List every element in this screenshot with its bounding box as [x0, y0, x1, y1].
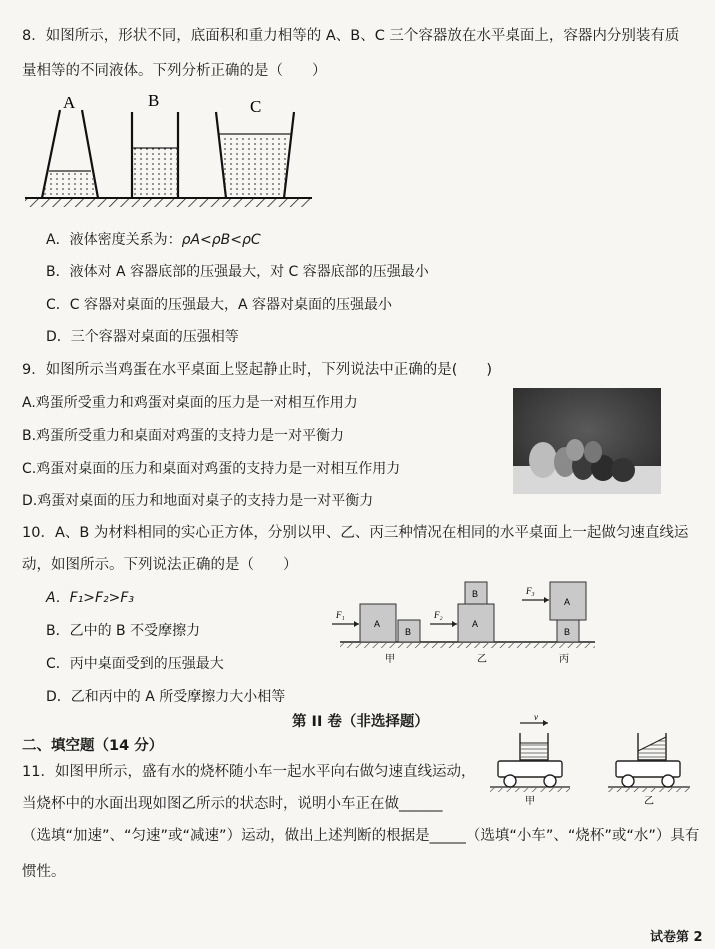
q9-option-c: C.鸡蛋对桌面的压力和桌面对鸡蛋的支持力是一对相互作用力 [22, 461, 401, 477]
fig-label-bing: 丙 [559, 654, 569, 665]
q9-option-a: A.鸡蛋所受重力和鸡蛋对桌面的压力是一对相互作用力 [22, 395, 358, 411]
q9-line1: 9．如图所示当鸡蛋在水平桌面上竖起静止时，下列说法中正确的是( ) [22, 362, 493, 378]
q10-figure [330, 580, 600, 665]
q8-label-c: C [250, 97, 262, 116]
q8-option-a-text: A．液体密度关系为： [46, 232, 182, 248]
q10-line1: 10．A、B 为材料相同的实心正方体，分别以甲、乙、丙三种情况在相同的水平桌面上一起做匀速直线运 [22, 525, 689, 541]
fig-block-b-yi: B [472, 589, 479, 599]
q9-option-d: D.鸡蛋对桌面的压力和地面对桌子的支持力是一对平衡力 [22, 493, 374, 509]
q8-figure [20, 92, 320, 212]
fig-block-a-yi: A [472, 619, 479, 629]
fig-label-yi: 乙 [477, 654, 487, 665]
q8-option-a [46, 232, 261, 249]
q10-option-b: B．乙中的 B 不受摩擦力 [46, 623, 201, 639]
q10-option-c: C．丙中桌面受到的压强最大 [46, 656, 224, 672]
fig-label-jia: 甲 [385, 654, 395, 665]
q9-option-b: B.鸡蛋所受重力和桌面对鸡蛋的支持力是一对平衡力 [22, 428, 345, 444]
q11-line3: （选填“加速”、“匀速”或“减速”）运动，做出上述判断的根据是_____（选填“小车”、“烧杯”或“水”）具有 [22, 828, 700, 844]
q8-line2: 量相等的不同液体。下列分析正确的是（ ） [22, 63, 327, 79]
q11-line2: 当烧杯中的水面出现如图乙所示的状态时，说明小车正在做______ [22, 796, 443, 812]
fig-f1: F₁ [336, 610, 345, 620]
fig11-v: v [534, 712, 538, 722]
q8-label-a: A [63, 93, 76, 112]
fig-block-b-jia: B [405, 627, 412, 637]
q8-option-c: C．C 容器对桌面的压强最大，A 容器对桌面的压强最小 [46, 297, 393, 313]
q8-option-d: D．三个容器对桌面的压强相等 [46, 329, 239, 345]
fig-f3: F₃ [526, 586, 535, 596]
q8-option-a-formula: ρA<ρB<ρC [181, 232, 261, 248]
fig-block-b-bing: B [564, 627, 571, 637]
section2-header: 第 II 卷（非选择题） [292, 714, 429, 730]
fig11-label-yi: 乙 [644, 796, 654, 807]
section2-title: 二、填空题（14 分） [22, 738, 164, 754]
page-footer: 试卷第 2 [650, 930, 703, 945]
q10-option-d: D．乙和丙中的 A 所受摩擦力大小相等 [46, 689, 286, 705]
fig11-label-jia: 甲 [525, 796, 535, 807]
fig-block-a-bing: A [564, 597, 571, 607]
q11-figure [490, 712, 705, 810]
q8-option-b: B．液体对 A 容器底部的压强最大，对 C 容器底部的压强最小 [46, 264, 429, 280]
q8-label-b: B [148, 91, 160, 110]
fig-f2: F₂ [434, 610, 443, 620]
egg-photo [513, 388, 661, 494]
q10-option-a: A．F₁>F₂>F₃ [46, 590, 135, 606]
q11-line4: 惯性。 [22, 864, 66, 880]
q11-line1: 11．如图甲所示，盛有水的烧杯随小车一起水平向右做匀速直线运动， [22, 764, 476, 780]
q8-line1: 8．如图所示，形状不同，底面积和重力相等的 A、B、C 三个容器放在水平桌面上，容器内分别装有质 [22, 28, 680, 44]
q10-line2: 动，如图所示。下列说法正确的是（ ） [22, 557, 298, 573]
fig-block-a-jia: A [374, 619, 381, 629]
